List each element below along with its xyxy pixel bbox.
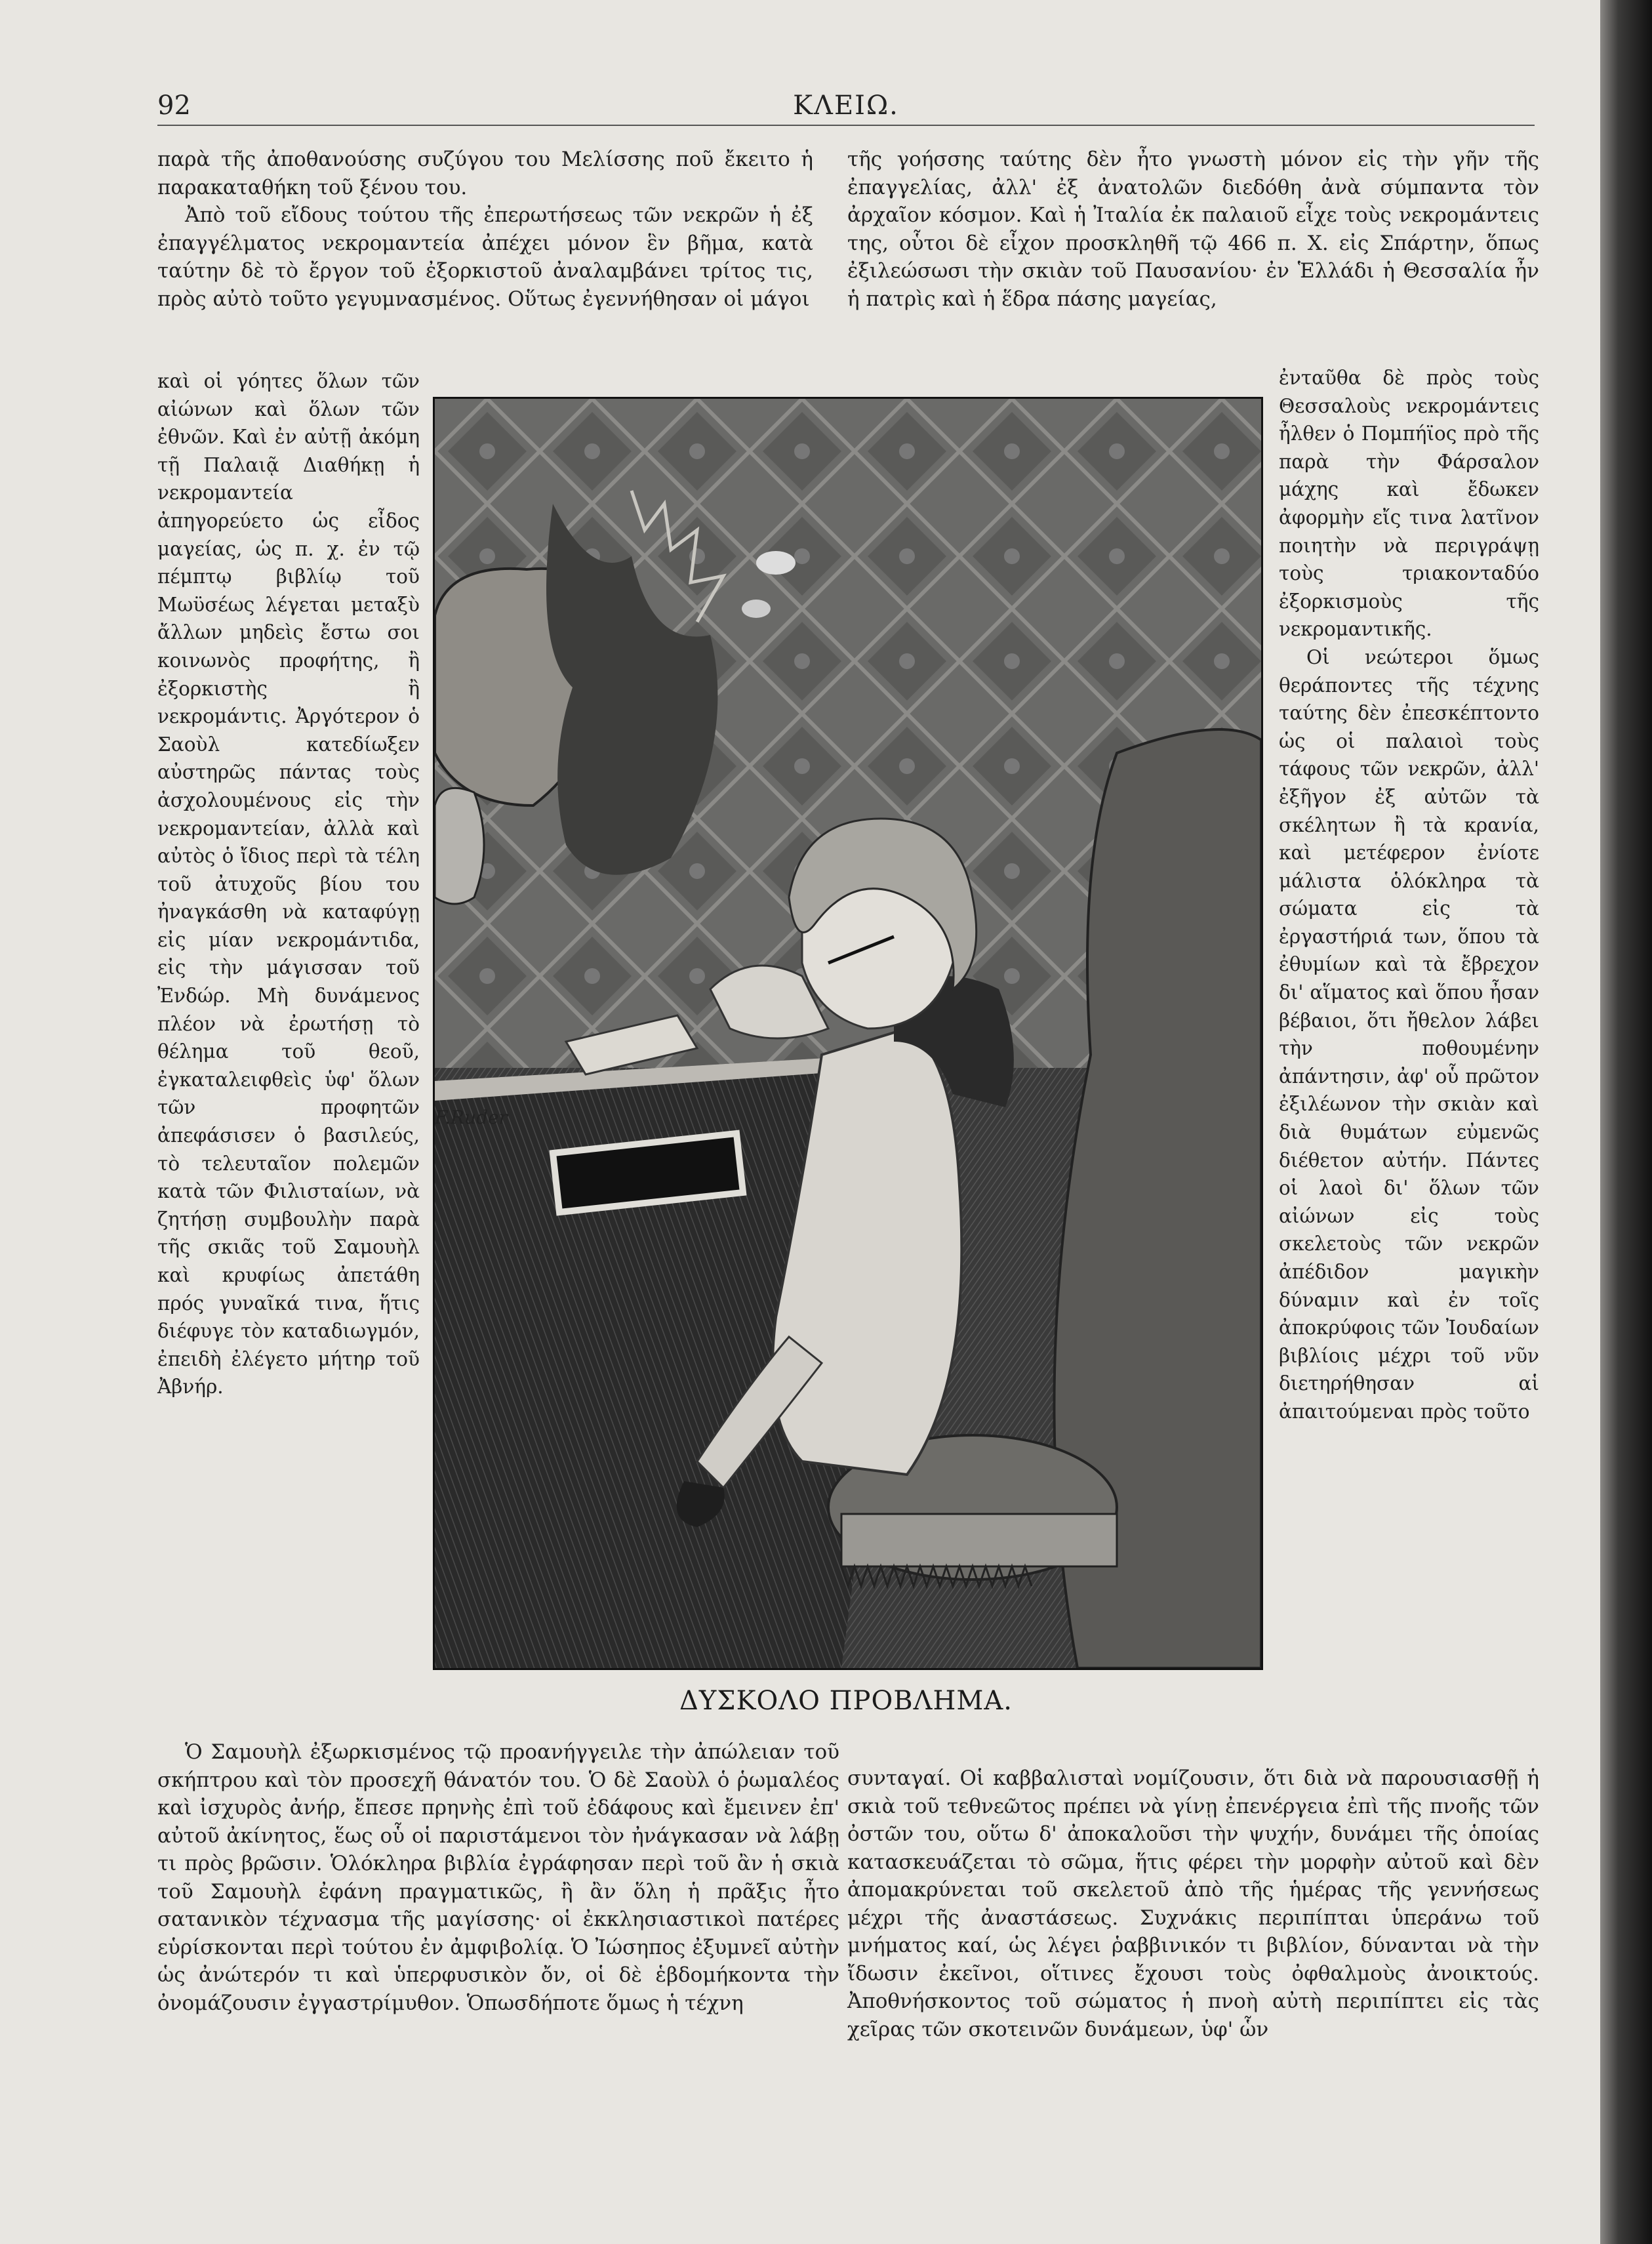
journal-title: ΚΛΕΙΩ. xyxy=(793,91,899,121)
running-head xyxy=(157,85,1535,126)
paragraph: Οἱ νεώτεροι ὅμως θεράποντες τῆς τέχνης ταύτης δὲν ἐπεσκέπτοντο ὡς οἱ παλαιοὶ τοὺς τάφους τῶν νεκρῶν, ἀλλ' ἐξῆγον ἐξ αὐτῶν τὰ σκέλητων ἢ τὰ κρανία, καὶ μετέφερον ἐνίοτε μάλιστα ὁλόκληρα τὰ σώματα εἰς τὰ ἐργαστήριά των, ὅπου τὰ ἐθυμίων καὶ τὰ ἔβρεχον δι' αἵματος καὶ ὅπου ἦσαν βέβαιοι, ὅτι ἤθελον λάβει τὴν ποθουμένην ἀπάντησιν, ἀφ' οὗ πρῶτον ἐξιλέωνον τὴν σκιὰν καὶ διὰ θυμάτων εὐμενῶς διέθετον αὐτήν. Πάντες οἱ λαοὶ δι' ὅλων τῶν αἰώνων εἰς τοὺς σκελετοὺς τῶν νεκρῶν ἀπέδιδον μαγικὴν δύναμιν καὶ ἐν τοῖς ἀποκρύφοις τῶν Ἰουδαίων βιβλίοις μέχρι τοῦ νῦν διετηρήθησαν αἱ ἀπαιτούμεναι πρὸς τοῦτο xyxy=(1279,645,1539,1423)
engraving-illustration xyxy=(433,397,1263,1670)
book-spine-edge xyxy=(1600,0,1652,2244)
paragraph: συνταγαί. Οἱ καββαλισταὶ νομίζουσιν, ὅτι διὰ νὰ παρουσιασθῇ ἡ σκιὰ τοῦ τεθνεῶτος πρέπει νὰ γίνῃ ἐπενέργεια ἐπὶ τῆς πνοῆς τῶν ὀστῶν του, οὕτω δ' ἀποκαλοῦσι τὴν ψυχήν, δυνάμει τῆς ὁποίας κατασκευάζεται τὸ σῶμα, ἥτις φέρει τὴν μορφὴν αὐτοῦ καὶ δὲν ἀπομακρύνεται τοῦ σκελετοῦ ἀπὸ τῆς ἡμέρας τῆς γεννήσεως μέχρι τῆς ἀναστάσεως. Συχνάκις περιπίπται ὑπεράνω τοῦ μνήματος καί, ὡς λέγει ῥαββινικόν τι βιβλίον, δύνανται νὰ τὴν ἴδωσιν ἐκεῖνοι, οἵτινες ἔχουσι τοὺς ὀφθαλμοὺς ἀνοικτούς. Ἀποθνήσκοντος τοῦ σώματος ἡ πνοὴ αὐτὴ περιπίπτει εἰς τὰς χεῖρας τῶν σκοτεινῶν δυνάμεων, ὑφ' ὧν xyxy=(847,1766,1539,2041)
paragraph: Ἀπὸ τοῦ εἴδους τούτου τῆς ἐπερωτήσεως τῶν νεκρῶν ἡ ἐξ ἐπαγγέλματος νεκρομαντεία ἀπέχει μόνον ἓν βῆμα, κατὰ ταύτην δὲ τὸ ἔργον τοῦ ἐξορκιστοῦ ἀναλαμβάνει τρίτος τις, πρὸς αὐτὸ τοῦτο γεγυμνασμένος. Οὕτως ἐγεννήθησαν οἱ μάγοι xyxy=(157,203,813,311)
top-right-column xyxy=(847,146,1539,365)
middle-right-column xyxy=(1279,364,1539,1765)
paragraph: καὶ οἱ γόητες ὅλων τῶν αἰώνων καὶ ὅλων τῶν ἐθνῶν. Καὶ ἐν αὐτῇ ἀκόμη τῇ Παλαιᾷ Διαθήκῃ ἡ νεκρομαντεία ἀπηγορεύετο ὡς εἶδος μαγείας, ὡς π. χ. ἐν τῷ πέμπτῳ βιβλίῳ τοῦ Μωϋσέως λέγεται μεταξὺ ἄλλων μηδεὶς ἔστω σοι κοινωνὸς προφήτης, ἢ ἐξορκιστὴς ἢ νεκρομάντις. Ἀργότερον ὁ Σαοὺλ κατεδίωξεν αὐστηρῶς πάντας τοὺς ἀσχολουμένους εἰς τὴν νεκρομαντείαν, ἀλλὰ καὶ αὐτὸς ὁ ἴδιος περὶ τὰ τέλη τοῦ ἀτυχοῦς βίου του ἠναγκάσθη νὰ καταφύγῃ εἰς μίαν νεκρομάντιδα, εἰς τὴν μάγισσαν τοῦ Ἐνδώρ. Μὴ δυνάμενος πλέον νὰ ἐρωτήσῃ τὸ θέλημα τοῦ θεοῦ, ἐγκαταλειφθεὶς ὑφ' ὅλων τῶν προφητῶν ἀπεφάσισεν ὁ βασιλεύς, τὸ τελευταῖον πολεμῶν κατὰ τῶν Φιλισταίων, νὰ ζητήσῃ συμβουλὴν παρὰ τῆς σκιᾶς τοῦ Σαμουὴλ καὶ κρυφίως ἀπετάθη πρός γυναῖκά τινα, ἥτις διέφυγε τὸν καταδιωγμόν, ἐπειδὴ ἐλέγετο μήτηρ τοῦ Ἀβνήρ. xyxy=(157,370,420,1398)
page-number: 92 xyxy=(157,91,191,121)
paragraph: τῆς γοήσσης ταύτης δὲν ἦτο γνωστὴ μόνον εἰς τὴν γῆν τῆς ἐπαγγελίας, ἀλλ' ἐξ ἀνατολῶν διεδόθη ἀνὰ σύμπαντα τὸν ἀρχαῖον κόσμον. Καὶ ἡ Ἰταλία ἐκ παλαιοῦ εἶχε τοὺς νεκρομάντεις της, οὗτοι δὲ εἶχον προσκληθῆ τῷ 466 π. Χ. εἰς Σπάρτην, ὅπως ἐξιλεώσωσι τὴν σκιὰν τοῦ Παυσανίου· ἐν Ἑλλάδι ἡ Θεσσαλία ἦν ἡ πατρὶς καὶ ἡ ἕδρα πάσης μαγείας, xyxy=(847,148,1539,311)
figure-caption: ΔΥΣΚΟΛΟ ΠΡΟΒΛΗΜΑ. xyxy=(679,1686,1013,1716)
bottom-left-column xyxy=(157,1738,839,2092)
bottom-right-column xyxy=(847,1765,1539,2092)
artist-signature: F.Ruder xyxy=(435,1107,508,1128)
top-left-column xyxy=(157,146,813,365)
paragraph: Ὁ Σαμουὴλ ἐξωρκισμένος τῷ προανήγγειλε τὴν ἀπώλειαν τοῦ σκήπτρου καὶ τὸν προσεχῆ θάνατόν του. Ὁ δὲ Σαοὺλ ὁ ῥωμαλέος καὶ ἰσχυρὸς ἀνήρ, ἔπεσε πρηνὴς ἐπὶ τοῦ ἐδάφους καὶ ἔμεινεν ἐπ' αὐτοῦ ἀκίνητος, ἕως οὗ οἱ παριστάμενοι τὸν ἠνάγκασαν νὰ λάβῃ τι πρὸς βρῶσιν. Ὁλόκληρα βιβλία ἐγράφησαν περὶ τοῦ ἂν ἡ σκιὰ τοῦ Σαμουὴλ ἐφάνη πραγματικῶς, ἢ ἂν ὅλη ἡ πρᾶξις ἦτο σατανικὸν τέχνασμα τῆς μαγίσσης· οἱ ἐκκλησιαστικοὶ πατέρες εὑρίσκονται περὶ τούτου ἐν ἀμφιβολίᾳ. Ὁ Ἰώσηπος ἐξυμνεῖ αὐτὴν ὡς ἀνώτερόν τι καὶ ὑπερφυσικὸν ὄν, οἱ δὲ ἑβδομήκοντα τὴν ὀνομάζουσιν ἐγγαστρίμυθον. Ὁπωσδήποτε ὅμως ἡ τέχνη xyxy=(157,1740,839,2015)
middle-left-column xyxy=(157,367,420,1735)
paragraph: παρὰ τῆς ἀποθανούσης συζύγου του Μελίσσης ποῦ ἔκειτο ἡ παρακαταθήκη τοῦ ξένου του. xyxy=(157,148,813,199)
paragraph: ἐνταῦθα δὲ πρὸς τοὺς Θεσσαλοὺς νεκρομάντεις ἦλθεν ὁ Πομπήϊος πρὸ τῆς παρὰ τὴν Φάρσαλον μάχης καὶ ἔδωκεν ἀφορμὴν εἴς τινα λατῖνον ποιητὴν νὰ περιγράψῃ τοὺς τριακονταδύο ἐξορκισμοὺς τῆς νεκρομαντικῆς. xyxy=(1279,367,1539,641)
engraving-image xyxy=(435,399,1261,1668)
